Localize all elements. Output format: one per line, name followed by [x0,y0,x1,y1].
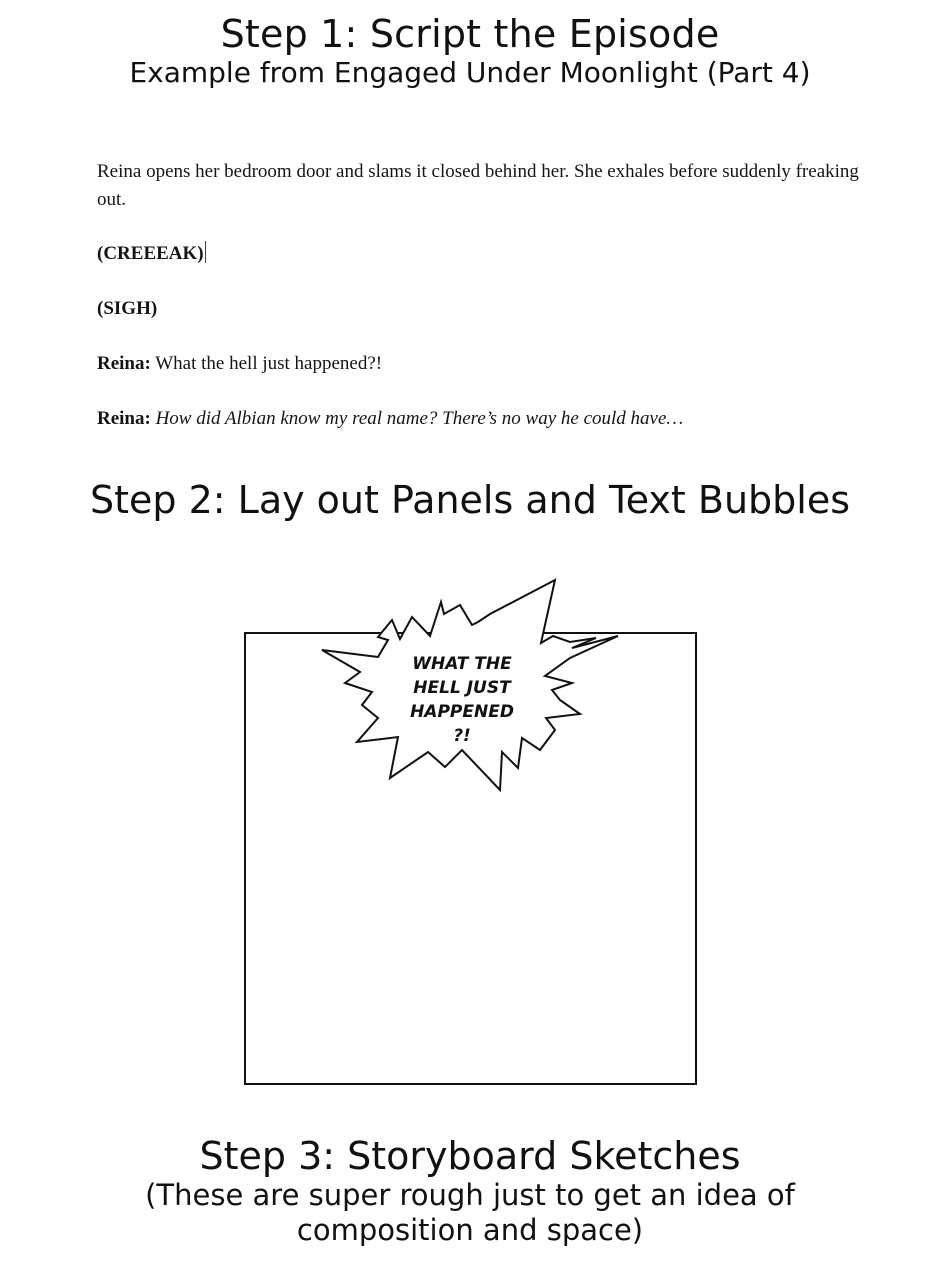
panel-layout [0,560,940,1100]
step3-subtitle-line1: (These are super rough just to get an idea of [145,1178,795,1212]
step1-subtitle: Example from Engaged Under Moonlight (Part 4) [129,56,811,89]
script-dialogue-line [97,350,867,378]
text-cursor [205,241,206,263]
step1-title: Step 1: Script the Episode [220,12,720,56]
speech-bubble-text: WHAT THE HELL JUST HAPPENED ?! [410,654,514,746]
step3-subtitle-line2: composition and space) [296,1213,644,1247]
thought-text: How did Albian know my real name? There’s no way he could have… [155,408,684,429]
speaker-name: Reina: [97,353,151,374]
script-action-line: Reina opens her bedroom door and slams it closed behind her. She exhales before suddenly freaking out. [97,161,859,210]
sfx-creak-text: (CREEEAK) [97,243,204,264]
script-sfx-sigh: (SIGH) [97,298,158,319]
dialogue-text: What the hell just happened?! [155,353,383,374]
speaker-name: Reina: [97,408,151,429]
script-thought-line [97,405,867,433]
step2-title: Step 2: Lay out Panels and Text Bubbles [89,478,851,522]
step3-title: Step 3: Storyboard Sketches [199,1134,741,1178]
script-sfx-creak [97,240,867,268]
